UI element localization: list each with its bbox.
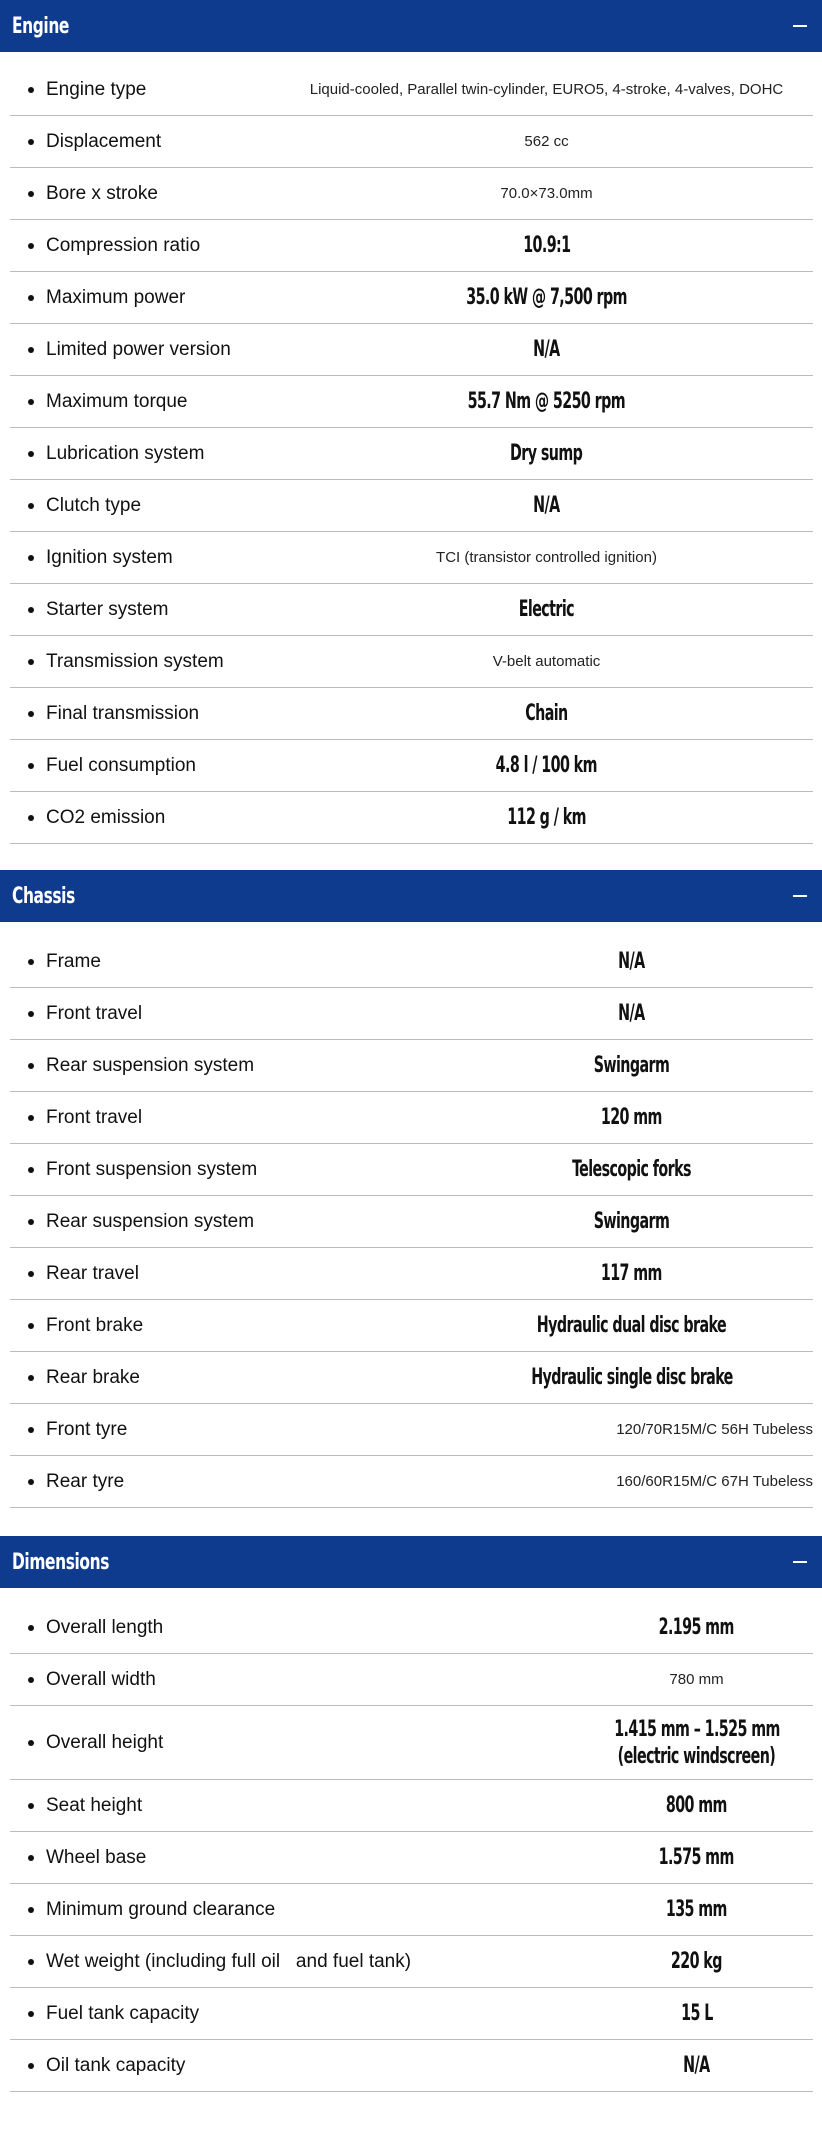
- spec-label: Front travel: [46, 1106, 143, 1128]
- spec-row: [10, 2040, 813, 2092]
- bullet-icon: [28, 2011, 34, 2017]
- spec-label: Fuel consumption: [46, 754, 196, 776]
- spec-value: 120 mm: [601, 1105, 662, 1130]
- spec-value: 4.8 l / 100 km: [495, 753, 598, 778]
- bullet-icon: [28, 295, 34, 301]
- bullet-icon: [28, 763, 34, 769]
- bullet-icon: [28, 243, 34, 249]
- bullet-icon: [28, 1677, 34, 1683]
- spec-row: [10, 1040, 813, 1092]
- spec-value: Hydraulic single disc brake: [530, 1365, 733, 1390]
- bullet-icon: [28, 399, 34, 405]
- spec-row: [10, 220, 813, 272]
- spec-row: [10, 324, 813, 376]
- bullet-icon: [28, 347, 34, 353]
- bullet-icon: [28, 1740, 34, 1746]
- bullet-icon: [28, 1271, 34, 1277]
- section-title: Engine: [12, 13, 70, 39]
- spec-value: N/A: [533, 493, 560, 518]
- spec-value: 800 mm: [666, 1793, 727, 1818]
- spec-row: [10, 272, 813, 324]
- section-title: Chassis: [12, 883, 75, 909]
- bullet-icon: [28, 1323, 34, 1329]
- spec-value: 1.415 mm – 1.525 mm: [613, 1716, 780, 1742]
- spec-row: [10, 1144, 813, 1196]
- bullet-icon: [28, 1427, 34, 1433]
- engine-section: [0, 0, 822, 844]
- spec-row: [10, 480, 813, 532]
- spec-value: 120/70R15M/C 56H Tubeless: [616, 1421, 813, 1438]
- spec-label: Clutch type: [46, 494, 142, 516]
- spec-row: [10, 1248, 813, 1300]
- spec-label: Rear suspension system: [46, 1210, 255, 1232]
- spec-label: Maximum torque: [46, 390, 188, 412]
- minus-icon[interactable]: [788, 884, 812, 908]
- spec-label: Front travel: [46, 1002, 143, 1024]
- spec-value: N/A: [618, 949, 645, 974]
- minus-icon[interactable]: [788, 1550, 812, 1574]
- spec-label: Ignition system: [46, 546, 173, 568]
- spec-value: Dry sump: [510, 441, 583, 466]
- spec-value: 780 mm: [669, 1671, 724, 1688]
- spec-row: [10, 936, 813, 988]
- spec-list: [0, 52, 822, 844]
- bullet-icon: [28, 1375, 34, 1381]
- spec-value: 35.0 kW @ 7,500 rpm: [466, 285, 627, 310]
- spec-label: Oil tank capacity: [46, 2054, 186, 2076]
- spec-row: [10, 1352, 813, 1404]
- spec-row: [10, 1602, 813, 1654]
- bullet-icon: [28, 1479, 34, 1485]
- bullet-icon: [28, 503, 34, 509]
- spec-value: 160/60R15M/C 67H Tubeless: [616, 1473, 813, 1490]
- bullet-icon: [28, 1063, 34, 1069]
- spec-row: [10, 1196, 813, 1248]
- spec-list: [0, 922, 822, 1508]
- spec-label: CO2 emission: [46, 806, 166, 828]
- spec-label: Bore x stroke: [46, 182, 158, 204]
- spec-label: Minimum ground clearance: [46, 1898, 276, 1920]
- spec-value: 1.575 mm: [658, 1845, 735, 1870]
- bullet-icon: [28, 659, 34, 665]
- spec-row: [10, 1780, 813, 1832]
- spec-row: [10, 1884, 813, 1936]
- spec-row: [10, 376, 813, 428]
- spec-list: [0, 1588, 822, 2092]
- spec-row: [10, 1456, 813, 1508]
- spec-label: Fuel tank capacity: [46, 2002, 200, 2024]
- bullet-icon: [28, 1167, 34, 1173]
- spec-row: [10, 1936, 813, 1988]
- spec-value: 112 g / km: [507, 805, 586, 830]
- spec-row: [10, 532, 813, 584]
- spec-value: TCI (transistor controlled ignition): [436, 549, 657, 566]
- spec-label: Overall height: [46, 1731, 164, 1753]
- spec-row: [10, 1988, 813, 2040]
- engine-section-header[interactable]: [0, 0, 822, 52]
- spec-label: Rear travel: [46, 1262, 139, 1284]
- spec-value: Liquid-cooled, Parallel twin-cylinder, EURO5, 4-stroke, 4-valves, DOHC: [309, 81, 784, 98]
- spec-row: [10, 988, 813, 1040]
- spec-value: N/A: [618, 1001, 645, 1026]
- bullet-icon: [28, 711, 34, 717]
- spec-value: Swingarm: [593, 1053, 670, 1078]
- bullet-icon: [28, 555, 34, 561]
- bullet-icon: [28, 2063, 34, 2069]
- spec-label: Wet weight (including full oil and fuel tank): [46, 1950, 412, 1972]
- spec-value: N/A: [533, 337, 560, 362]
- bullet-icon: [28, 1625, 34, 1631]
- spec-label: Frame: [46, 950, 101, 972]
- spec-label: Rear brake: [46, 1366, 140, 1388]
- spec-label: Compression ratio: [46, 234, 201, 256]
- spec-row: [10, 1300, 813, 1352]
- spec-label: Overall length: [46, 1616, 164, 1638]
- spec-row: [10, 1654, 813, 1706]
- spec-row: [10, 64, 813, 116]
- spec-row: [10, 1706, 813, 1780]
- spec-row: [10, 1832, 813, 1884]
- spec-value: N/A: [683, 2053, 710, 2078]
- spec-value: 2.195 mm: [658, 1615, 735, 1640]
- bullet-icon: [28, 139, 34, 145]
- minus-icon[interactable]: [788, 14, 812, 38]
- spec-label: Starter system: [46, 598, 169, 620]
- bullet-icon: [28, 1855, 34, 1861]
- spec-value: 55.7 Nm @ 5250 rpm: [467, 389, 626, 414]
- spec-label: Wheel base: [46, 1846, 147, 1868]
- spec-row: [10, 428, 813, 480]
- spec-value: Hydraulic dual disc brake: [536, 1313, 727, 1338]
- spec-label: Front suspension system: [46, 1158, 258, 1180]
- bullet-icon: [28, 607, 34, 613]
- spec-row: [10, 116, 813, 168]
- spec-row: [10, 792, 813, 844]
- spec-value: V-belt automatic: [492, 653, 601, 670]
- spec-value: 70.0×73.0mm: [500, 185, 593, 202]
- bullet-icon: [28, 451, 34, 457]
- spec-label: Rear suspension system: [46, 1054, 255, 1076]
- spec-row: [10, 688, 813, 740]
- spec-value: 220 kg: [671, 1949, 722, 1974]
- spec-label: Limited power version: [46, 338, 231, 360]
- dimensions-section-header[interactable]: [0, 1536, 822, 1588]
- spec-label: Lubrication system: [46, 442, 205, 464]
- spec-value: 135 mm: [666, 1897, 727, 1922]
- bullet-icon: [28, 1011, 34, 1017]
- spec-row: [10, 1404, 813, 1456]
- spec-value: Swingarm: [593, 1209, 670, 1234]
- spec-label: Front brake: [46, 1314, 144, 1336]
- spec-label: Overall width: [46, 1668, 156, 1690]
- spec-label: Seat height: [46, 1794, 143, 1816]
- spec-value: 117 mm: [601, 1261, 662, 1286]
- bullet-icon: [28, 1115, 34, 1121]
- spec-row: [10, 636, 813, 688]
- spec-value: Telescopic forks: [572, 1157, 691, 1182]
- bullet-icon: [28, 815, 34, 821]
- bullet-icon: [28, 191, 34, 197]
- bullet-icon: [28, 1907, 34, 1913]
- bullet-icon: [28, 87, 34, 93]
- spec-label: Engine type: [46, 78, 147, 100]
- spec-label: Maximum power: [46, 286, 186, 308]
- spec-row: [10, 740, 813, 792]
- spec-label: Final transmission: [46, 702, 200, 724]
- spec-label: Front tyre: [46, 1418, 128, 1440]
- spec-value: 10.9:1: [522, 233, 571, 258]
- spec-label: Transmission system: [46, 650, 224, 672]
- bullet-icon: [28, 1803, 34, 1809]
- spec-value: 15 L: [680, 2001, 713, 2026]
- bullet-icon: [28, 1959, 34, 1965]
- spec-label: Rear tyre: [46, 1470, 125, 1492]
- chassis-section: [0, 870, 822, 1508]
- section-title: Dimensions: [12, 1549, 110, 1575]
- spec-row: [10, 584, 813, 636]
- chassis-section-header[interactable]: [0, 870, 822, 922]
- dimensions-section: [0, 1536, 822, 2092]
- spec-row: [10, 1092, 813, 1144]
- bullet-icon: [28, 1219, 34, 1225]
- spec-label: Displacement: [46, 130, 162, 152]
- bullet-icon: [28, 959, 34, 965]
- spec-value: 562 cc: [524, 133, 569, 150]
- spec-row: [10, 168, 813, 220]
- spec-value: Electric: [518, 597, 575, 622]
- spec-value: Chain: [525, 701, 568, 726]
- spec-value-line2: (electric windscreen): [617, 1743, 776, 1769]
